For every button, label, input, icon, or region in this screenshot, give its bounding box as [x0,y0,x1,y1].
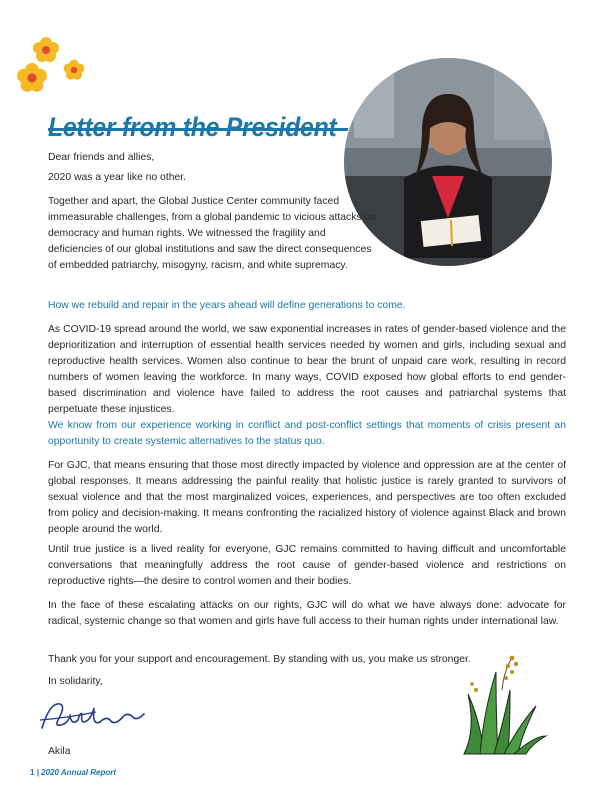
salutation: Dear friends and allies, [48,152,155,163]
signature [36,698,156,736]
footer-label: 2020 Annual Report [41,768,117,777]
flower-icon [17,63,47,92]
plant-illustration [450,650,550,756]
closing: In solidarity, [48,676,103,687]
paragraph: Thank you for your support and encouragement. By standing with us, you make us stronger. [48,654,471,665]
flower-decoration [0,0,120,100]
flower-icon [64,60,85,80]
paragraph: 2020 was a year like no other. [48,172,187,183]
paragraph: Together and apart, the Global Justice Center community faced immeasurable challenges, from a global pandemic to vicious attacks on democracy and human rights. We witnessed the fragility and deficiencies of our global institutions and saw the direct consequences of embedded patriarchy, misogyny, racism, and white supremacy. [48,196,377,271]
paragraph: For GJC, that means ensuring that those most directly impacted by violence and oppression are at the center of global responses. It means addressing the painful reality that holistic justice is rarely granted to survivors of sexual violence and that the most marginalized voices, experiences, and perspectives are too often excluded from policy and decision-making. It means confronting the racialized history of violence against Black and brown people around the world. [48,460,566,535]
paragraph: As COVID-19 spread around the world, we saw exponential increases in rates of gender-based violence and the deprioritization and interruption of essential health services needed by women and girls, including sexual and reproductive health services. Women also continue to bear the brunt of unpaid care work, resulting in record numbers of women leaving the workforce. In many ways, COVID exposed how global efforts to end gender-based discrimination and violence have failed to address the root causes and patriarchal systems that perpetuate these injustices. [48,324,566,415]
highlight-quote: We know from our experience working in conflict and post-conflict settings that moments of crisis present an opportunity to create systemic alternatives to the status quo. [48,420,566,447]
highlight-quote: How we rebuild and repair in the years ahead will define generations to come. [48,300,406,311]
flower-icon [33,37,59,62]
page-footer [30,768,116,777]
title-underline [48,128,348,131]
paragraph: Until true justice is a lived reality for everyone, GJC remains committed to having difficult and uncomfortable conversations that meaningfully address the root cause of gender-based violence and restrictions on reproductive rights—the desire to control women and their bodies. [48,544,566,587]
page-number: 1 [30,768,35,777]
signer-name: Akila [48,746,71,757]
paragraph: In the face of these escalating attacks on our rights, GJC will do what we have always done: advocate for radical, systemic change so that women and girls have full access to their human rights under international law. [48,600,566,627]
footer-separator: | [36,768,39,777]
